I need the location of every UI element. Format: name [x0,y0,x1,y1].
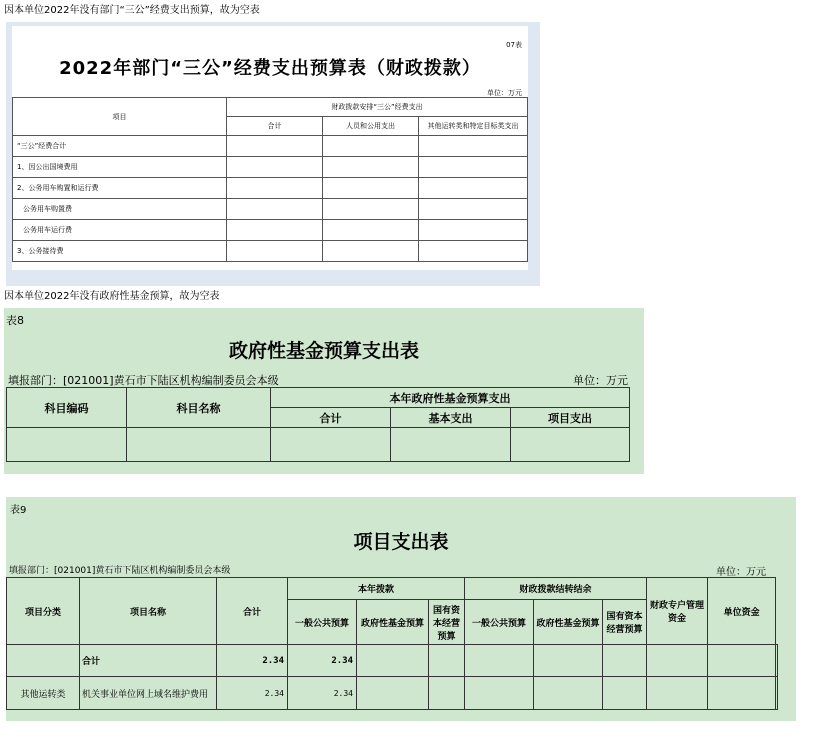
row-label: 公务用车运行费 [13,220,227,241]
header-special-account: 财政专户管理资金 [647,578,708,645]
table-row [7,677,778,710]
gov-fund-table [6,387,630,462]
header-total: 合计 [217,578,288,645]
note-no-gov-fund-budget: 因本单位2022年没有政府性基金预算，故为空表 [4,291,220,302]
header-carryover: 财政拨款结转结余 [465,578,647,600]
three-public-expense-section [6,22,540,286]
table-title: 2022年部门“三公”经费支出预算表（财政拨款） [59,58,481,79]
table-tag: 表9 [10,505,27,516]
header-subject-name: 科目名称 [127,388,271,428]
table-row [13,136,528,157]
table-row [13,220,528,241]
total-general-budget: 2.34 [288,645,357,677]
header-co-state-capital: 国有资本经营预算 [603,600,647,645]
table-row [13,178,528,199]
unit-label: 单位：万元 [487,89,522,97]
header-group: 财政拨款安排“三公”经费支出 [227,98,528,117]
reporting-department: 填报部门：[021001]黄石市下陆区机构编制委员会本级 [8,374,279,387]
header-general-budget: 一般公共预算 [288,600,357,645]
header-personnel: 人员和公用支出 [323,117,419,136]
reporting-department: 填报部门：[021001]黄石市下陆区机构编制委员会本级 [9,566,231,576]
header-total: 合计 [227,117,323,136]
project-name: 机关事业单位网上域名维护费用 [80,677,217,710]
unit-label: 单位：万元 [716,567,766,578]
header-co-general-budget: 一般公共预算 [465,600,534,645]
header-current-year: 本年拨款 [288,578,465,600]
project-expense-table [6,577,778,710]
table-row [13,157,528,178]
table-title: 政府性基金预算支出表 [228,340,419,362]
table-tag: 表8 [6,314,24,327]
table-row [7,645,778,677]
unit-label: 单位：万元 [573,374,628,387]
header-project: 项目支出 [511,408,630,428]
header-unit-funds: 单位资金 [708,578,776,645]
header-total: 合计 [271,408,391,428]
row-label: 3、公务接待费 [13,241,227,262]
header-state-capital: 国有资本经营预算 [429,600,465,645]
row-label: 2、公务用车购置和运行费 [13,178,227,199]
project-expense-section [6,497,796,721]
table-row [7,428,630,462]
gov-fund-section [4,308,644,474]
header-basic: 基本支出 [391,408,511,428]
header-gov-fund: 政府性基金预算 [357,600,429,645]
header-project-name: 项目名称 [80,578,217,645]
three-public-expense-sheet [12,26,528,270]
table-row [13,241,528,262]
project-general-budget: 2.34 [288,677,357,710]
table-title: 项目支出表 [353,531,449,553]
header-item: 项目 [13,98,227,136]
project-category: 其他运转类 [7,677,80,710]
header-co-gov-fund: 政府性基金预算 [534,600,603,645]
row-label: “三公”经费合计 [13,136,227,157]
table-code: 07表 [506,41,522,49]
header-subject-code: 科目编码 [7,388,127,428]
note-no-three-public-budget: 因本单位2022年没有部门“三公”经费支出预算，故为空表 [4,5,260,16]
header-category: 项目分类 [7,578,80,645]
table-row [13,199,528,220]
row-label: 1、因公出国境费用 [13,157,227,178]
row-label: 公务用车购置费 [13,199,227,220]
total-amount: 2.34 [217,645,288,677]
project-total: 2.34 [217,677,288,710]
header-group: 本年政府性基金预算支出 [271,388,630,408]
three-public-expense-table [12,97,528,262]
header-other: 其他运转类和特定目标类支出 [419,117,528,136]
total-label: 合计 [80,645,217,677]
